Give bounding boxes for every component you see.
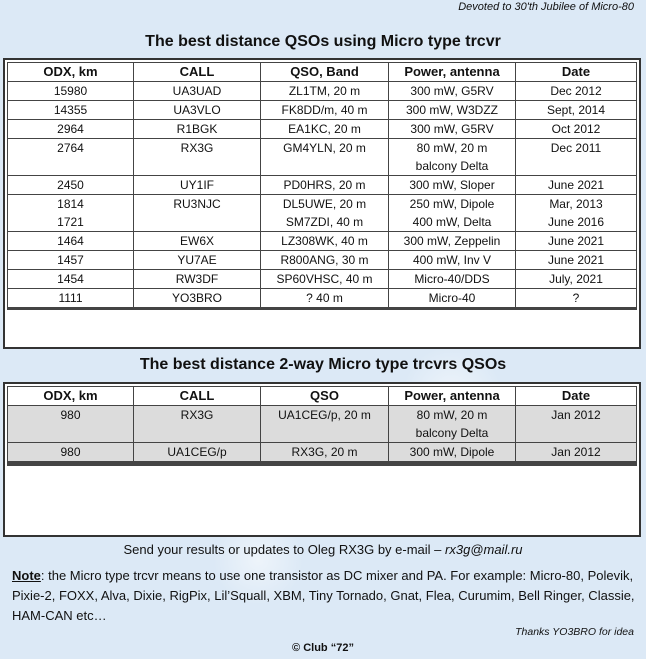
table-row — [8, 232, 637, 251]
table-cell: ZL1TM, 20 m — [261, 82, 389, 101]
table-cell: 980 — [8, 406, 134, 425]
table-header-row — [8, 387, 637, 406]
dedication-text: Devoted to 30'th Jubilee of Micro-80 — [458, 1, 634, 13]
table-cell: 14355 — [8, 101, 134, 120]
table-cell: ? — [516, 289, 637, 308]
table-cell: 1111 — [8, 289, 134, 308]
table-row — [8, 424, 637, 443]
table-cell: June 2021 — [516, 176, 637, 195]
table-row — [8, 309, 637, 310]
table-cell: 400 mW, Inv V — [389, 251, 516, 270]
table-cell: Micro-40/DDS — [389, 270, 516, 289]
table-cell — [261, 465, 389, 466]
column-header: Power, antenna — [389, 387, 516, 406]
table1-title: The best distance QSOs using Micro type trcvr — [145, 33, 501, 50]
table-cell: Dec 2011 — [516, 139, 637, 158]
table-cell: 1464 — [8, 232, 134, 251]
table-row — [8, 195, 637, 214]
table-cell — [516, 424, 637, 443]
column-header: Date — [516, 63, 637, 82]
table-cell: UY1IF — [134, 176, 261, 195]
table-cell: June 2016 — [516, 213, 637, 232]
table-cell: Micro-40 — [389, 289, 516, 308]
table-cell — [261, 309, 389, 310]
table-cell: RW3DF — [134, 270, 261, 289]
table-cell: balcony Delta — [389, 424, 516, 443]
table-cell: 80 mW, 20 m — [389, 139, 516, 158]
table-cell: EA1KC, 20 m — [261, 120, 389, 139]
table-cell: UA1CEG/p — [134, 443, 261, 462]
table1-body — [8, 82, 637, 310]
table-cell: 1814 — [8, 195, 134, 214]
table-cell: 300 mW, G5RV — [389, 82, 516, 101]
table-cell: 80 mW, 20 m — [389, 406, 516, 425]
table-cell — [134, 424, 261, 443]
table2-frame — [3, 382, 641, 537]
table-cell: RX3G — [134, 139, 261, 158]
table-cell — [8, 309, 134, 310]
column-header: CALL — [134, 387, 261, 406]
table-cell — [8, 465, 134, 466]
table-row — [8, 406, 637, 425]
table-cell: GM4YLN, 20 m — [261, 139, 389, 158]
table-cell: Mar, 2013 — [516, 195, 637, 214]
table-cell: SM7ZDI, 40 m — [261, 213, 389, 232]
column-header: CALL — [134, 63, 261, 82]
table-cell: RX3G — [134, 406, 261, 425]
table-cell: 400 mW, Delta — [389, 213, 516, 232]
table-cell: 250 mW, Dipole — [389, 195, 516, 214]
table-cell: YO3BRO — [134, 289, 261, 308]
table2-body — [8, 406, 637, 466]
table-cell: R800ANG, 30 m — [261, 251, 389, 270]
table-row — [8, 176, 637, 195]
table1-frame — [3, 58, 641, 349]
two-way-table — [7, 386, 637, 466]
note-text: : the Micro type trcvr means to use one transistor as DC mixer and PA. For example: Micro-80, Polevik, Pixie-2, FOXX, Alva, Dixie, RigPix, Lil’Squall, XBM, Tiny Tornado, Gnat, Flea, Curumim, Bell Ringer, Classie, HAM-CAN etc… — [12, 568, 635, 623]
table-cell: 2964 — [8, 120, 134, 139]
table-cell: 300 mW, G5RV — [389, 120, 516, 139]
table-cell: FK8DD/m, 40 m — [261, 101, 389, 120]
table-cell: 300 mW, Zeppelin — [389, 232, 516, 251]
table-cell: Sept, 2014 — [516, 101, 637, 120]
table-cell: June 2021 — [516, 251, 637, 270]
table-cell: 1454 — [8, 270, 134, 289]
table-cell: EW6X — [134, 232, 261, 251]
table-cell — [261, 424, 389, 443]
table-cell: July, 2021 — [516, 270, 637, 289]
table-row — [8, 213, 637, 232]
table-cell: 300 mW, Sloper — [389, 176, 516, 195]
note-label: Note — [12, 568, 41, 583]
table-cell: R1BGK — [134, 120, 261, 139]
table-cell: 300 mW, Dipole — [389, 443, 516, 462]
table-cell — [389, 309, 516, 310]
table-row — [8, 465, 637, 466]
table-row — [8, 120, 637, 139]
table2-title: The best distance 2-way Micro type trcvrs QSOs — [139, 356, 507, 373]
table-cell: 2764 — [8, 139, 134, 158]
thanks-text: Thanks YO3BRO for idea — [515, 626, 634, 638]
table-cell: RX3G, 20 m — [261, 443, 389, 462]
table-cell: Oct 2012 — [516, 120, 637, 139]
column-header: QSO — [261, 387, 389, 406]
table-cell — [516, 157, 637, 176]
table-cell: 300 mW, W3DZZ — [389, 101, 516, 120]
table-cell — [516, 309, 637, 310]
send-text: Send your results or updates to Oleg RX3G by e-mail – — [123, 542, 446, 557]
table-cell: SP60VHSC, 40 m — [261, 270, 389, 289]
note-paragraph — [12, 566, 637, 626]
email-link[interactable]: rx3g@mail.ru — [445, 542, 523, 557]
table-cell: UA1CEG/p, 20 m — [261, 406, 389, 425]
table-cell: balcony Delta — [389, 157, 516, 176]
table-cell: 15980 — [8, 82, 134, 101]
table-cell: 1721 — [8, 213, 134, 232]
table-cell — [389, 465, 516, 466]
table-row — [8, 82, 637, 101]
table-cell: 2450 — [8, 176, 134, 195]
table-cell: LZ308WK, 40 m — [261, 232, 389, 251]
club-copyright: © Club “72” — [292, 642, 354, 654]
table-header-row — [8, 63, 637, 82]
table-cell: PD0HRS, 20 m — [261, 176, 389, 195]
table-row — [8, 443, 637, 462]
table-cell: Jan 2012 — [516, 406, 637, 425]
table-cell — [8, 157, 134, 176]
column-header: ODX, km — [8, 387, 134, 406]
table-cell — [261, 157, 389, 176]
table-cell — [134, 309, 261, 310]
table-row — [8, 289, 637, 308]
column-header: Power, antenna — [389, 63, 516, 82]
table-cell — [8, 424, 134, 443]
table-cell: 980 — [8, 443, 134, 462]
send-results-line — [0, 542, 646, 557]
table-cell: ? 40 m — [261, 289, 389, 308]
column-header: QSO, Band — [261, 63, 389, 82]
best-distance-table — [7, 62, 637, 310]
table-cell — [516, 465, 637, 466]
table-cell: DL5UWE, 20 m — [261, 195, 389, 214]
table-cell: 1457 — [8, 251, 134, 270]
table-cell: Jan 2012 — [516, 443, 637, 462]
column-header: ODX, km — [8, 63, 134, 82]
table-row — [8, 139, 637, 158]
table-cell: YU7AE — [134, 251, 261, 270]
column-header: Date — [516, 387, 637, 406]
table-cell: UA3UAD — [134, 82, 261, 101]
table-cell — [134, 157, 261, 176]
table-cell: Dec 2012 — [516, 82, 637, 101]
table-cell — [134, 213, 261, 232]
table-row — [8, 270, 637, 289]
table-row — [8, 101, 637, 120]
table-cell: June 2021 — [516, 232, 637, 251]
table-row — [8, 157, 637, 176]
table-cell — [134, 465, 261, 466]
table-cell: UA3VLO — [134, 101, 261, 120]
table-cell: RU3NJC — [134, 195, 261, 214]
table-row — [8, 251, 637, 270]
